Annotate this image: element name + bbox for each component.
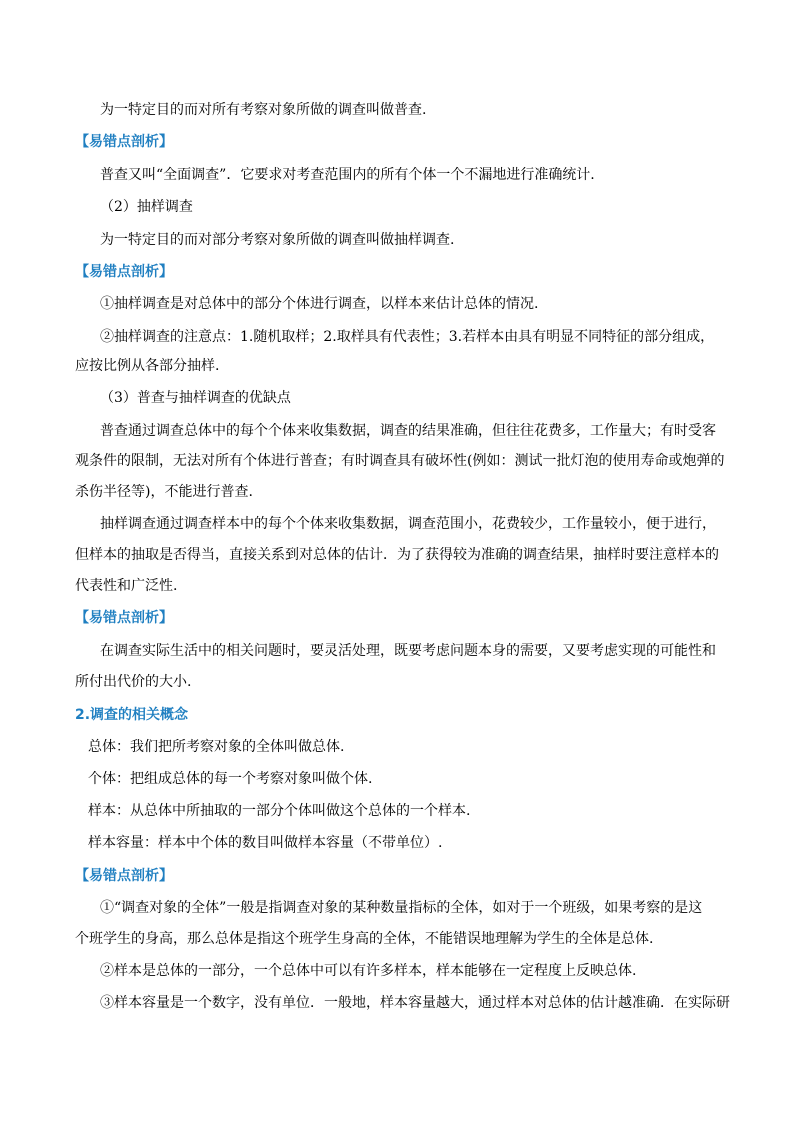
- definition-census: 为一特定目的而对所有考察对象所做的调查叫做普查.: [100, 102, 427, 118]
- definition-sampling: 为一特定目的而对部分考察对象所做的调查叫做抽样调查.: [100, 232, 455, 248]
- paragraph-text: 抽样调查通过调查样本中的每个个体来收集数据，调查范围小，花费较少，工作量较小，便于进行，: [100, 516, 716, 532]
- paragraph-text: 但样本的抽取是否得当，直接关系到对总体的估计．为了获得较为准确的调查结果，抽样时要注意样本的: [75, 547, 719, 563]
- paragraph-text: 在调查实际生活中的相关问题时，要灵活处理，既要考虑问题本身的需要，又要考虑实现的可能性和: [100, 643, 716, 659]
- definition-sample-size: 样本容量：样本中个体的数目叫做样本容量（不带单位）.: [88, 835, 443, 851]
- section-heading-error-analysis: 【易错点剖析】: [75, 610, 173, 626]
- definition-sample: 样本：从总体中所抽取的一部分个体叫做这个总体的一个样本.: [88, 803, 471, 819]
- section-heading-error-analysis: 【易错点剖析】: [75, 868, 173, 884]
- paragraph-text: 观条件的限制，无法对所有个体进行普查；有时调查具有破坏性(例如：测试一批灯泡的使用寿命或炮弹的: [75, 453, 725, 469]
- section-heading-concepts: 2.调查的相关概念: [75, 707, 189, 723]
- definition-population: 总体：我们把所考察对象的全体叫做总体.: [88, 739, 345, 755]
- paragraph-text: 普查又叫“全面调查”．它要求对考查范围内的所有个体一个不漏地进行准确统计.: [100, 167, 595, 183]
- subsection-title: （2）抽样调查: [100, 199, 193, 215]
- paragraph-text: 所付出代价的大小.: [75, 674, 192, 690]
- section-heading-error-analysis: 【易错点剖析】: [75, 134, 173, 150]
- paragraph-text: 个班学生的身高，那么总体是指这个班学生身高的全体，不能错误地理解为学生的全体是总体.: [75, 931, 654, 947]
- paragraph-text: 代表性和广泛性.: [75, 578, 178, 594]
- paragraph-text: 杀伤半径等)，不能进行普查.: [75, 484, 253, 500]
- section-heading-error-analysis: 【易错点剖析】: [75, 264, 173, 280]
- paragraph-text: ②抽样调查的注意点：1.随机取样；2.取样具有代表性；3.若样本由具有明显不同特征的部分组成，: [100, 329, 715, 345]
- definition-individual: 个体：把组成总体的每一个考察对象叫做个体.: [88, 771, 373, 787]
- paragraph-text: ③样本容量是一个数字，没有单位．一般地，样本容量越大，通过样本对总体的估计越准确．在实际研: [100, 995, 730, 1011]
- paragraph-text: ②样本是总体的一部分，一个总体中可以有许多样本，样本能够在一定程度上反映总体.: [100, 963, 637, 979]
- paragraph-text: ①“调查对象的全体”一般是指调查对象的某种数量指标的全体，如对于一个班级，如果考察的是这: [100, 900, 703, 916]
- subsection-title: （3）普查与抽样调查的优缺点: [100, 390, 291, 406]
- paragraph-text: 普查通过调查总体中的每个个体来收集数据，调查的结果准确，但往往花费多，工作量大；有时受客: [100, 423, 716, 439]
- paragraph-text: 应按比例从各部分抽样.: [75, 358, 220, 374]
- paragraph-text: ①抽样调查是对总体中的部分个体进行调查，以样本来估计总体的情况.: [100, 296, 539, 312]
